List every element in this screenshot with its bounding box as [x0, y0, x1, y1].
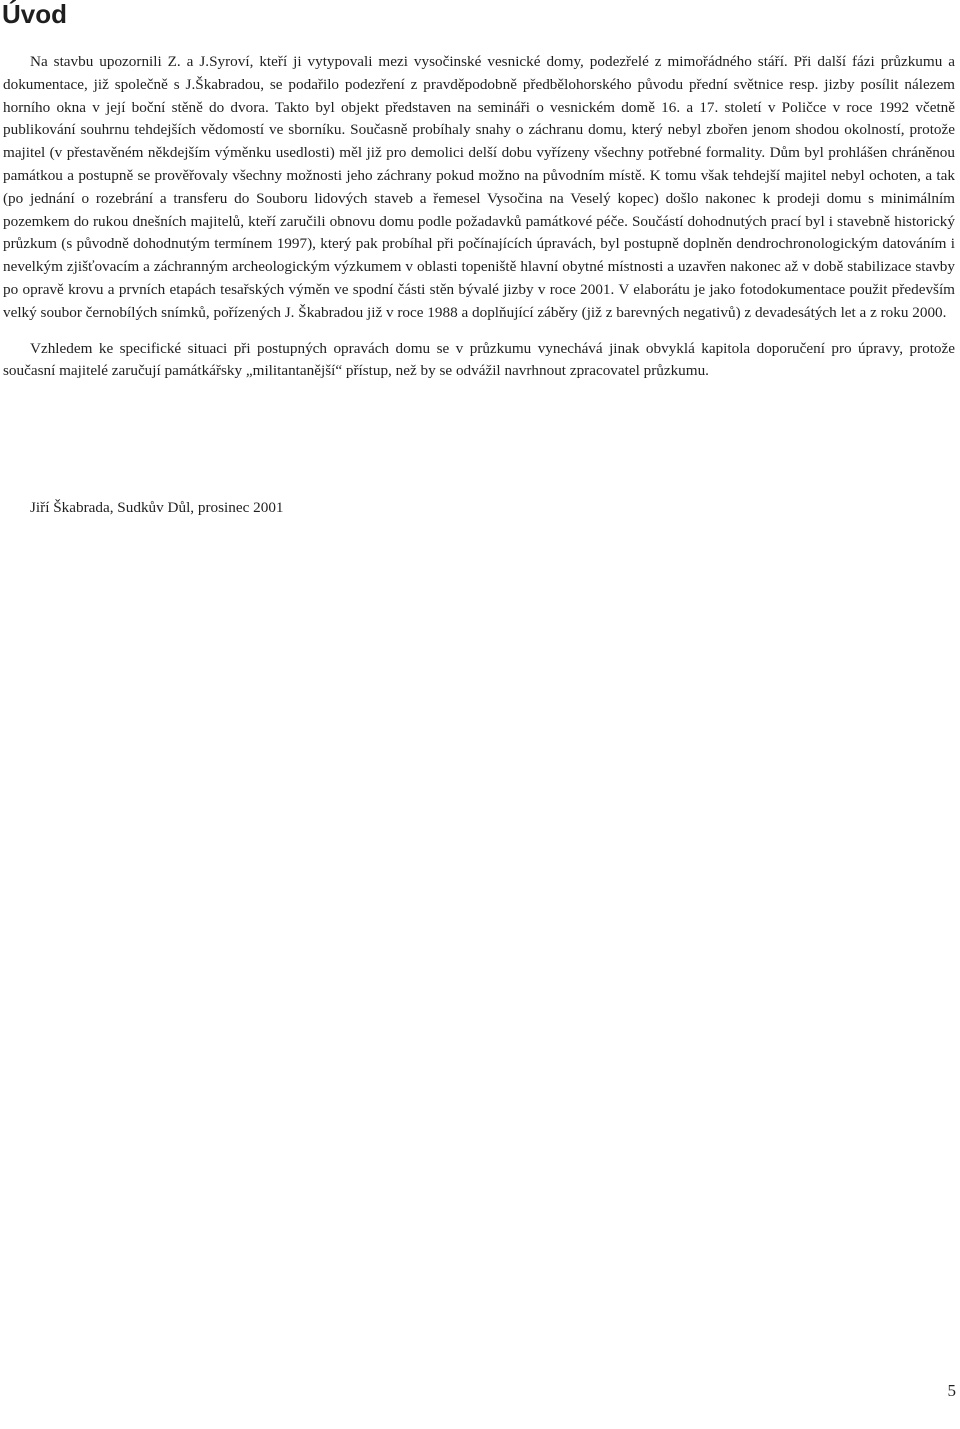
page-number: 5 — [947, 1381, 956, 1400]
page-title: Úvod — [2, 0, 67, 29]
signature: Jiří Škabrada, Sudkův Důl, prosinec 2001 — [30, 499, 284, 516]
paragraph-intro: Na stavbu upozornili Z. a J.Syroví, kteří ji vytypovali mezi vysočinské vesnické domy, podezřelé z mimořádného stáří. Při další fázi průzkumu a dokumentace, již společně s J.Škabradou, se podařilo podezření z pravděpodobně předbělohorského původu přední světnice resp. jizby posílit nálezem horního okna v její boční stěně do dvora. Takto byl objekt představen na semináři o vesnickém domě 16. a 17. století v Poličce v roce 1992 včetně publikování souhrnu tehdejších vědomostí ve sborníku. Současně probíhaly snahy o záchranu domu, který nebyl zbořen jenom shodou okolností, protože majitel (v přestavěném někdejším výměnku usedlosti) měl již pro demolici delší dobu vyřízeny všechny potřebné formality. Dům byl prohlášen chráněnou památkou a postupně se prověřovaly všechny možnosti jeho záchrany pokud možno na původním místě. K tomu však tehdejší majitel nebyl ochoten, a tak (po jednání o rozebrání a transferu do Souboru lidových staveb a řemesel Vysočina na Veselý kopec) došlo nakonec k prodeji domu s minimálním pozemkem do rukou dnešních majitelů, kteří zaručili obnovu domu podle požadavků památkové péče. Součástí dohodnutých prací byl i stavebně historický průzkum (s původně dohodnutým termínem 1997), který pak probíhal při počínajících úpravách, byl postupně doplněn dendrochronologickým datováním i nevelkým zjišťovacím a záchranným archeologickým výzkumem v oblasti topeniště hlavní obytné místnosti a uzavřen nakonec až v době stabilizace stavby po opravě krovu a prvních etapách tesařských výměn ve spodní části stěn bývalé jizby v roce 2001. V elaborátu je jako fotodokumentace použit především velký soubor černobílých snímků, pořízených J. Škabradou již v roce 1988 a doplňující záběry (již z barevných negativů) z devadesátých let a z roku 2000. — [3, 53, 955, 321]
body-text — [3, 51, 955, 383]
paragraph-recommendations: Vzhledem ke specifické situaci při postupných opravách domu se v průzkumu vynechává jinak obvyklá kapitola doporučení pro úpravy, protože současní majitelé zaručují památkářsky „militantanější“ přístup, než by se odvážil navrhnout zpracovatel průzkumu. — [3, 339, 955, 380]
